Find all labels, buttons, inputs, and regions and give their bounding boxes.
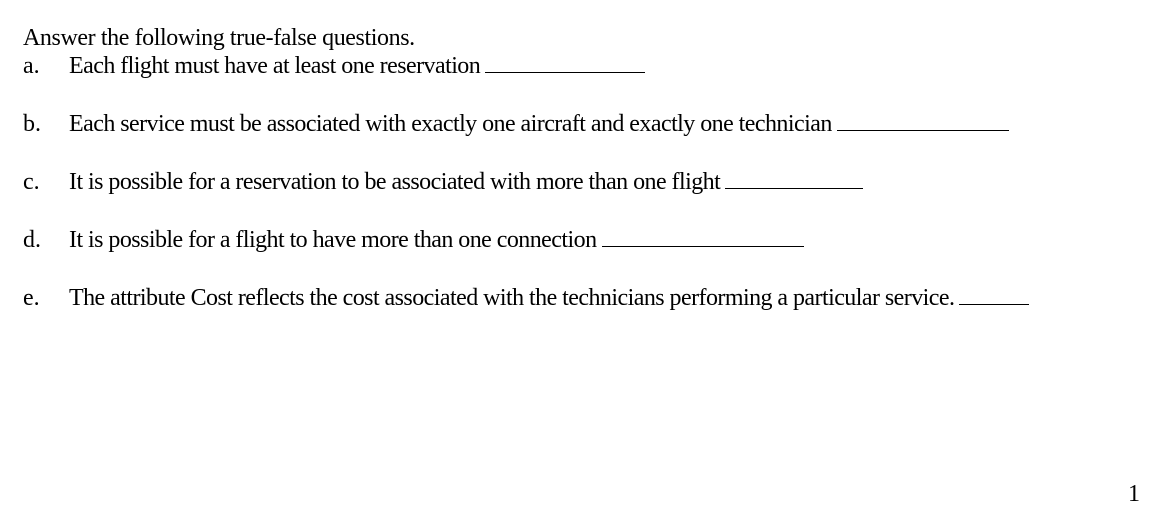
answer-blank[interactable]	[602, 244, 804, 247]
question-text: The attribute Cost reflects the cost associated with the technicians performing a particular service.	[69, 285, 955, 311]
answer-blank[interactable]	[837, 128, 1009, 131]
question-b	[23, 110, 1009, 138]
page-number: 1	[1128, 481, 1140, 507]
question-text: Each flight must have at least one reservation	[69, 53, 481, 79]
question-label: e.	[23, 285, 40, 311]
answer-blank[interactable]	[959, 302, 1029, 305]
question-a	[23, 52, 645, 80]
question-e	[23, 284, 1029, 312]
instructions-heading: Answer the following true-false questions.	[23, 25, 415, 51]
question-label: d.	[23, 227, 41, 253]
question-label: a.	[23, 53, 40, 79]
question-c	[23, 168, 863, 196]
question-d	[23, 226, 804, 254]
question-text: It is possible for a reservation to be associated with more than one flight	[69, 169, 721, 195]
question-label: b.	[23, 111, 41, 137]
question-label: c.	[23, 169, 40, 195]
question-text: Each service must be associated with exactly one aircraft and exactly one technician	[69, 111, 832, 137]
question-text: It is possible for a flight to have more than one connection	[69, 227, 597, 253]
answer-blank[interactable]	[485, 70, 645, 73]
answer-blank[interactable]	[725, 186, 863, 189]
